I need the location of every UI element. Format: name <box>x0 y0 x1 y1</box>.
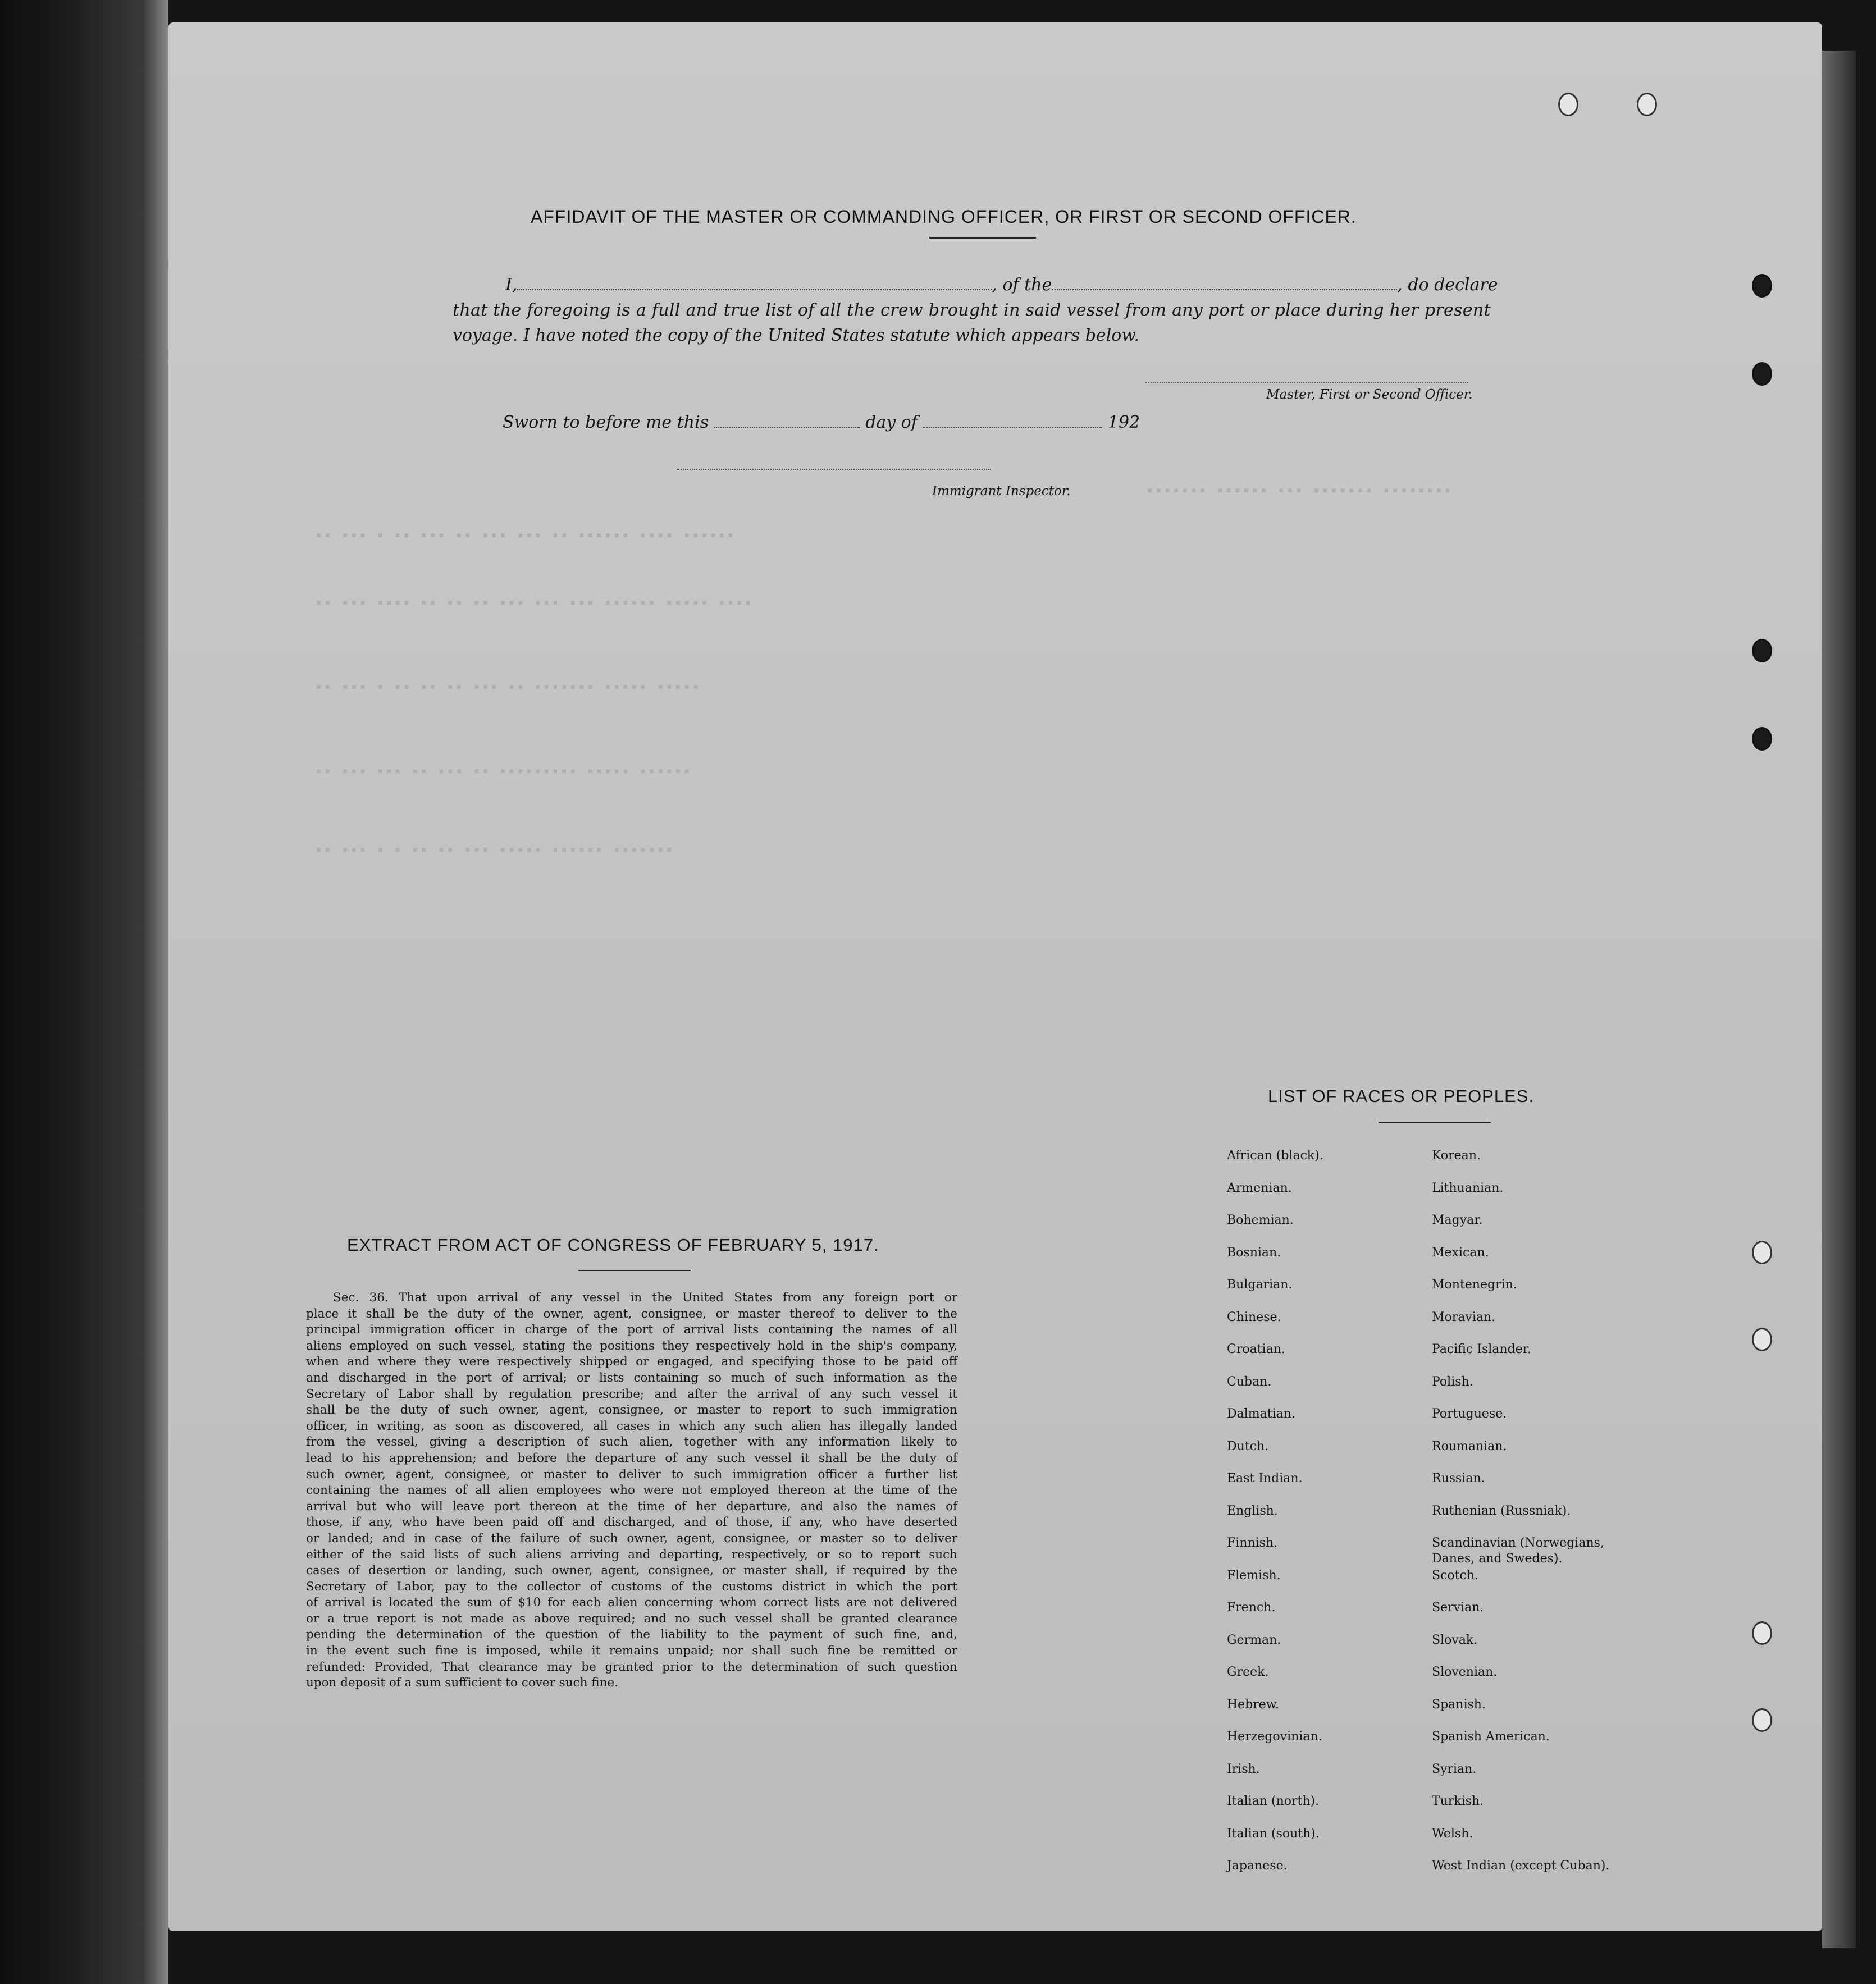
race-item: Herzegovinian. <box>1227 1730 1322 1744</box>
race-item: Irish. <box>1227 1762 1260 1776</box>
extract-line: and discharged in the port of arrival; or lists containing so much of such information as the <box>306 1370 957 1385</box>
bleed-through-row: ▪▪ ▪▪▪ ▪ ▪▪ ▪▪▪ ▪▪ ▪▪▪ ▪▪▪ ▪▪ ▪▪▪▪▪▪ ▪▪▪▪ ▪▪▪▪▪▪ <box>314 528 735 545</box>
race-item: Magyar. <box>1432 1213 1483 1227</box>
punch-hole <box>1752 1241 1772 1264</box>
race-item: Pacific Islander. <box>1432 1342 1531 1356</box>
extract-line: arrival but who will leave port thereon at the time of her departure, and also the names of <box>306 1499 957 1514</box>
master-signature-line[interactable] <box>1145 382 1468 383</box>
affidavit-line-3: voyage. I have noted the copy of the United States statute which appears below. <box>453 326 1139 345</box>
punch-hole <box>1558 93 1578 116</box>
extract-line: when and where they were respectively shipped or engaged, and specifying those to be paid off <box>306 1355 957 1369</box>
punch-hole <box>1637 93 1657 116</box>
affidavit-line-2: that the foregoing is a full and true list of all the crew brought in said vessel from any port or place during her present <box>453 300 1491 320</box>
punch-hole <box>1752 727 1772 751</box>
race-item: Scandinavian (Norwegians, Danes, and Swedes). <box>1432 1536 1604 1566</box>
races-title-rule <box>1379 1122 1491 1123</box>
bleed-through-row: ▪▪▪▪▪▪▪ ▪▪▪▪▪▪ ▪▪▪ ▪▪▪▪▪▪▪ ▪▪▪▪▪▪▪▪ <box>1145 483 1453 500</box>
day-of-label: day of <box>865 413 918 432</box>
extract-line: Secretary of Labor, pay to the collector of customs of the customs district in which the port <box>306 1579 957 1594</box>
extract-line: aliens employed on such vessel, stating the positions they respectively hold in the ship's company, <box>306 1338 957 1353</box>
punch-hole <box>1752 639 1772 662</box>
extract-line: from the vessel, giving a description of such alien, together with any information likely to <box>306 1435 957 1450</box>
race-item: Slovenian. <box>1432 1665 1498 1679</box>
race-item: Italian (north). <box>1227 1794 1320 1808</box>
sworn-month-blank[interactable] <box>923 413 1102 428</box>
extract-title: EXTRACT FROM ACT OF CONGRESS OF FEBRUARY 5, 1917. <box>347 1235 879 1255</box>
inspector-label: Immigrant Inspector. <box>932 484 1071 499</box>
race-item: Russian. <box>1432 1471 1485 1485</box>
punch-hole <box>1752 1621 1772 1645</box>
extract-title-rule <box>578 1270 691 1271</box>
declare-label: , do declare <box>1397 275 1498 295</box>
extract-line: or landed; and in case of the failure of such owner, agent, consignee, or master so to deliver <box>306 1531 957 1546</box>
punch-hole <box>1752 274 1772 298</box>
of-the-label: , of the <box>992 275 1052 295</box>
race-item: Syrian. <box>1432 1762 1477 1776</box>
race-item: Korean. <box>1432 1149 1481 1163</box>
race-item: Roumanian. <box>1432 1439 1507 1453</box>
extract-line: in the event such fine is imposed, while it remains unpaid; nor shall such fine be remitted or <box>306 1644 957 1658</box>
extract-line: upon deposit of a sum sufficient to cover such fine. <box>306 1676 619 1690</box>
punch-hole <box>1752 1328 1772 1351</box>
left-dark-margin <box>0 0 168 1984</box>
race-item: Slovak. <box>1432 1633 1478 1647</box>
sworn-label: Sworn to before me this <box>503 413 709 432</box>
race-item: Dutch. <box>1227 1439 1269 1453</box>
races-left-column <box>1227 1148 1412 1891</box>
master-signature-label: Master, First or Second Officer. <box>1266 387 1473 402</box>
race-item: Armenian. <box>1227 1181 1292 1195</box>
extract-line: pending the determination of the question of the liability to the payment of such fine, and, <box>306 1628 957 1642</box>
bleed-through-row: ▪▪ ▪▪▪ ▪▪▪▪ ▪▪ ▪▪ ▪▪ ▪▪▪ ▪▪▪ ▪▪▪ ▪▪▪▪▪▪ ▪▪▪▪▪ ▪▪▪▪ <box>314 595 753 612</box>
extract-line: principal immigration officer in charge of the port of arrival lists containing the names of all <box>306 1323 957 1337</box>
extract-line: place it shall be the duty of the owner, agent, consignee, or master thereof to deliver to the <box>306 1306 957 1321</box>
race-item: Bosnian. <box>1227 1245 1281 1260</box>
race-item: Finnish. <box>1227 1536 1278 1550</box>
race-item: Welsh. <box>1432 1826 1473 1841</box>
extract-line: Sec. 36. That upon arrival of any vessel in the United States from any foreign port or <box>333 1291 957 1305</box>
extract-line: cases of desertion or landing, such owner, agent, consignee, or master shall, if required by the <box>306 1564 957 1578</box>
punch-hole <box>1752 1708 1772 1732</box>
race-item: Bohemian. <box>1227 1213 1294 1227</box>
race-item: Chinese. <box>1227 1310 1281 1324</box>
extract-line: lead to his apprehension; and before the departure of any such vessel it shall be the duty of <box>306 1451 957 1465</box>
race-item: Italian (south). <box>1227 1826 1320 1841</box>
extract-line: of arrival is located the sum of $10 for each alien concerning whom correct lists are not delivered <box>306 1596 957 1610</box>
race-item: Ruthenian (Russniak). <box>1432 1503 1571 1518</box>
races-title: LIST OF RACES OR PEOPLES. <box>1268 1086 1535 1106</box>
bleed-through-row: ▪▪ ▪▪▪ ▪ ▪ ▪▪ ▪▪ ▪▪▪ ▪▪▪▪▪ ▪▪▪▪▪▪ ▪▪▪▪▪▪▪ <box>314 842 674 859</box>
affidavit-line-1 <box>505 275 1498 295</box>
extract-line: Secretary of Labor shall by regulation prescribe; and after the arrival of any such vessel it <box>306 1387 957 1401</box>
race-item: Croatian. <box>1227 1342 1285 1356</box>
races-right-column <box>1432 1148 1668 1891</box>
race-item: Greek. <box>1227 1665 1269 1679</box>
race-item: English. <box>1227 1503 1278 1518</box>
title-rule <box>929 237 1036 239</box>
name-blank[interactable] <box>517 276 992 290</box>
document-sheet <box>168 22 1822 1931</box>
race-item: Mexican. <box>1432 1245 1489 1260</box>
race-item: Dalmatian. <box>1227 1407 1295 1421</box>
extract-line: or a true report is not made as above required; and no such vessel shall be granted clearance <box>306 1611 957 1626</box>
affidavit-title: AFFIDAVIT OF THE MASTER OR COMMANDING OFFICER, OR FIRST OR SECOND OFFICER. <box>531 207 1357 227</box>
extract-body <box>306 1290 957 1692</box>
race-item: Polish. <box>1432 1374 1473 1389</box>
race-item: Lithuanian. <box>1432 1181 1504 1195</box>
extract-line: those, if any, who have been paid off and discharged, and of those, if any, who have deserted <box>306 1515 957 1530</box>
race-item: East Indian. <box>1227 1471 1303 1485</box>
extract-line: either of the said lists of such aliens arriving and departing, respectively, or so to report such <box>306 1547 957 1562</box>
sworn-day-blank[interactable] <box>714 413 860 428</box>
i-label: I, <box>505 275 518 295</box>
race-item: Japanese. <box>1227 1859 1288 1873</box>
race-item: Spanish. <box>1432 1697 1486 1712</box>
race-item: Spanish American. <box>1432 1730 1550 1744</box>
race-item: Turkish. <box>1432 1794 1484 1808</box>
race-item: Montenegrin. <box>1432 1278 1517 1292</box>
race-item: Moravian. <box>1432 1310 1496 1324</box>
inspector-signature-line[interactable] <box>677 469 991 470</box>
extract-line: refunded: Provided, That clearance may be granted prior to the determination of such question <box>306 1660 957 1674</box>
race-item: Scotch. <box>1432 1568 1478 1583</box>
race-item: Portuguese. <box>1432 1407 1507 1421</box>
race-item: Bulgarian. <box>1227 1278 1293 1292</box>
year-label: 192 <box>1107 413 1140 432</box>
race-item: German. <box>1227 1633 1281 1647</box>
extract-line: such owner, agent, consignee, or master to deliver to such immigration officer a further list <box>306 1467 957 1482</box>
race-item: African (black). <box>1227 1149 1323 1163</box>
race-item: West Indian (except Cuban). <box>1432 1859 1610 1873</box>
sworn-line <box>503 413 1140 432</box>
sheet-edge-shadow <box>1822 51 1856 1948</box>
race-item: Flemish. <box>1227 1568 1281 1583</box>
bleed-through-row: ▪▪ ▪▪▪ ▪▪▪ ▪▪ ▪▪▪ ▪▪ ▪▪▪▪▪▪▪▪▪ ▪▪▪▪▪ ▪▪▪▪▪▪ <box>314 764 691 780</box>
race-item: Hebrew. <box>1227 1697 1280 1712</box>
extract-line: officer, in writing, as soon as discovered, all cases in which any such alien has illegally landed <box>306 1419 957 1433</box>
bleed-through-row: ▪▪ ▪▪▪ ▪ ▪▪ ▪▪ ▪▪ ▪▪▪ ▪▪ ▪▪▪▪▪▪▪ ▪▪▪▪▪ ▪▪▪▪▪ <box>314 679 700 696</box>
vessel-blank[interactable] <box>1052 276 1397 290</box>
race-item: French. <box>1227 1601 1276 1615</box>
extract-line: containing the names of all alien employees who were not employed thereon at the time of the <box>306 1483 957 1498</box>
extract-line: shall be the duty of such owner, agent, consignee, or master to report to such immigration <box>306 1403 957 1418</box>
race-item: Cuban. <box>1227 1374 1272 1389</box>
punch-hole <box>1752 362 1772 386</box>
race-item: Servian. <box>1432 1601 1484 1615</box>
